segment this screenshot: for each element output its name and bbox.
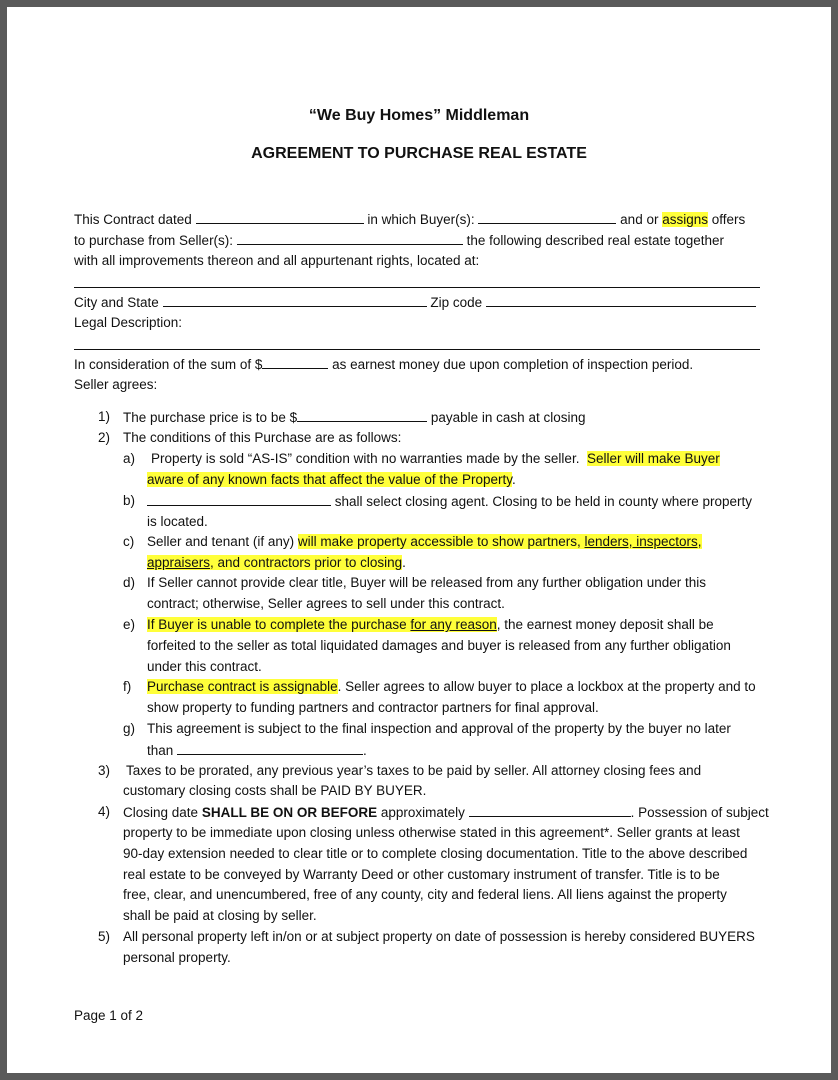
text: as earnest money due upon completion of inspection period. bbox=[332, 357, 694, 372]
inspection-date-blank[interactable] bbox=[177, 742, 363, 755]
text: under this contract. bbox=[147, 659, 262, 674]
highlight-text: If Buyer is unable to complete the purchase bbox=[147, 617, 407, 632]
text: customary closing costs shall be PAID BY BUYER. bbox=[123, 783, 427, 798]
text: is located. bbox=[147, 514, 208, 529]
intro-line-1 bbox=[74, 211, 831, 228]
item-number: 3) bbox=[98, 763, 111, 778]
text: offers bbox=[711, 212, 746, 227]
text: to purchase from Seller(s): bbox=[74, 233, 234, 248]
text: property to be immediate upon closing unless otherwise stated in this agreement*. Seller grants at least bbox=[123, 825, 740, 840]
earnest-money-blank[interactable] bbox=[262, 356, 328, 369]
text: the following described real estate together bbox=[466, 233, 725, 248]
seller-blank[interactable] bbox=[237, 232, 463, 245]
highlight-text: aware of any known facts that affect the value of the Property bbox=[147, 472, 512, 487]
item-letter: e) bbox=[123, 617, 136, 632]
text: forfeited to the seller as total liquidated damages and buyer is released from any further obligation bbox=[147, 638, 731, 653]
text: personal property. bbox=[123, 950, 231, 965]
highlight-text: , and contractors prior to closing bbox=[210, 555, 403, 570]
item-number: 1) bbox=[98, 409, 111, 424]
text: . bbox=[402, 555, 406, 570]
text: payable in cash at closing bbox=[430, 410, 586, 425]
item-number: 2) bbox=[98, 430, 111, 445]
document-subtitle: AGREEMENT TO PURCHASE REAL ESTATE bbox=[251, 145, 587, 162]
item-number: 4) bbox=[98, 804, 111, 819]
underlined-text: appraisers bbox=[147, 555, 211, 570]
text: approximately bbox=[380, 805, 465, 820]
item-letter: a) bbox=[123, 451, 136, 466]
text: shall select closing agent. Closing to be held in county where property bbox=[334, 494, 753, 509]
text: show property to funding partners and contractor partners for final approval. bbox=[147, 700, 599, 715]
highlight-text: Seller will make Buyer bbox=[586, 451, 720, 466]
text: This agreement is subject to the final inspection and approval of the property by the buyer no later bbox=[147, 721, 731, 736]
text: than bbox=[147, 743, 174, 758]
text: Taxes to be prorated, any previous year’s taxes to be paid by seller. All attorney closing fees and bbox=[126, 763, 702, 778]
text: free, clear, and unencumbered, free of any county, city and federal liens. All liens against the property bbox=[123, 887, 727, 902]
highlight-text: Purchase contract is assignable bbox=[147, 679, 338, 694]
highlight-text: assigns bbox=[662, 212, 708, 227]
closing-agent-blank[interactable] bbox=[147, 493, 331, 506]
text: . Seller agrees to allow buyer to place a lockbox at the property and to bbox=[337, 679, 756, 694]
text: Closing date bbox=[123, 805, 199, 820]
text: shall be paid at closing by seller. bbox=[123, 908, 317, 923]
intro-line-2 bbox=[74, 232, 831, 249]
text: The conditions of this Purchase are as follows: bbox=[123, 430, 402, 445]
text: . bbox=[363, 743, 367, 758]
text: real estate to be conveyed by Warranty Deed or other customary instrument of transfer. Title is to be bbox=[123, 867, 720, 882]
intro-line-3: with all improvements thereon and all appurtenant rights, located at: bbox=[74, 253, 480, 268]
text: contract; otherwise, Seller agrees to sell under this contract. bbox=[147, 596, 505, 611]
city-state-blank[interactable] bbox=[163, 294, 427, 307]
seller-agrees-label: Seller agrees: bbox=[74, 377, 158, 392]
item-letter: b) bbox=[123, 493, 136, 508]
text: 90-day extension needed to clear title or to complete closing documentation. Title to the above described bbox=[123, 846, 748, 861]
consideration-line bbox=[74, 356, 831, 373]
legal-description-label: Legal Description: bbox=[74, 315, 183, 330]
text: . bbox=[511, 472, 516, 487]
text: Seller and tenant (if any) bbox=[147, 534, 295, 549]
buyer-blank[interactable] bbox=[478, 211, 616, 224]
contract-date-blank[interactable] bbox=[196, 211, 364, 224]
text: , the earnest money deposit shall be bbox=[496, 617, 714, 632]
city-zip-line bbox=[74, 294, 831, 311]
underlined-text: for any reason bbox=[410, 617, 497, 632]
text: If Seller cannot provide clear title, Buyer will be released from any further obligation under this bbox=[147, 575, 707, 590]
item-letter: f) bbox=[123, 679, 132, 694]
item-number: 5) bbox=[98, 929, 111, 944]
text: . Possession of subject bbox=[630, 805, 769, 820]
text: Zip code bbox=[430, 295, 483, 310]
text: The purchase price is to be $ bbox=[123, 410, 298, 425]
item-letter: g) bbox=[123, 721, 136, 736]
closing-date-blank[interactable] bbox=[469, 804, 631, 817]
text: in which Buyer(s): bbox=[367, 212, 475, 227]
text: This Contract dated bbox=[74, 212, 192, 227]
text: City and State bbox=[74, 295, 159, 310]
purchase-price-blank[interactable] bbox=[297, 409, 427, 422]
page-footer: Page 1 of 2 bbox=[74, 1008, 144, 1023]
text: In consideration of the sum of $ bbox=[74, 357, 263, 372]
bold-text: SHALL BE ON OR BEFORE bbox=[201, 805, 378, 820]
document-page bbox=[7, 7, 831, 1073]
document-title: “We Buy Homes” Middleman bbox=[308, 107, 530, 124]
highlight-text: will make property accessible to show partners, bbox=[297, 534, 581, 549]
text: All personal property left in/on or at subject property on date of possession is hereby considered BUYERS bbox=[123, 929, 755, 944]
item-letter: c) bbox=[123, 534, 135, 549]
item-letter: d) bbox=[123, 575, 136, 590]
zip-code-blank[interactable] bbox=[486, 294, 756, 307]
legal-description-line[interactable] bbox=[74, 349, 760, 350]
address-line[interactable] bbox=[74, 287, 760, 288]
text: and or bbox=[620, 212, 659, 227]
underlined-text: lenders, inspectors, bbox=[584, 534, 702, 549]
text: Property is sold “AS-IS” condition with no warranties made by the seller. bbox=[151, 451, 580, 466]
